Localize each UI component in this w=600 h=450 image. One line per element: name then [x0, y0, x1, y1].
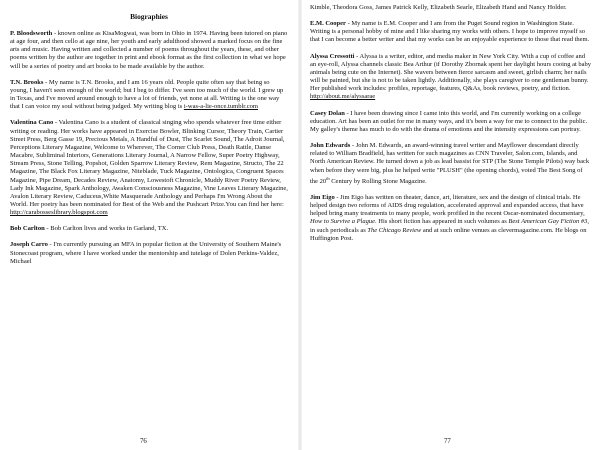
- anthology-title: Best American Gay Fiction #3: [508, 218, 588, 226]
- author-name: Jim Eigo: [310, 193, 335, 201]
- author-name: Joseph Carro: [10, 241, 48, 249]
- author-name: John Edwards: [310, 142, 351, 150]
- bio-entry-dolan: [310, 110, 592, 134]
- bio-text: Kimble, Theodora Goss, James Patrick Kelly, Elizabeth Searle, Elizabeth Hand and Nancy Holder.: [310, 4, 567, 11]
- blog-link[interactable]: http://carabosseslibrary.blogspot.com: [10, 209, 108, 217]
- bio-text: . His short fiction has appeared in such volumes as: [375, 218, 509, 226]
- bio-text: - My name is E.M. Cooper and I am from the Puget Sound region in Washington State. Writing is a personal hobby of mine and I like sharing my works with others. I hope to improve myself so that I can become a better writer and that my works can be an enjoyable experience to those that read them.: [310, 20, 590, 44]
- bio-text: - Jim Eigo has written on theater, dance, art, literature, sex and the design of clinical trials. He helped design two reforms of AIDS drug regulation, accelerated approval and expanded access, that have helped bring many treatments to many people, work profiled in the recent Oscar-nominated documentary,: [310, 193, 585, 218]
- bio-text: - I'm currently pursuing an MFA in popular fiction at the University of Southern Maine's Stonecoast program, where I have worked under the mentorship and tutelage of Dolen Perkins-Valdez, Michael: [10, 241, 282, 265]
- page-number: 77: [444, 438, 451, 445]
- bio-text: - Bob Carlton lives and works in Garland, TX.: [44, 225, 169, 233]
- bio-entry-carro-continued: [310, 4, 592, 12]
- bio-entry-bloodsworth: [10, 30, 288, 71]
- bio-entry-cano: [10, 119, 288, 217]
- page-number: 76: [140, 438, 147, 445]
- bio-entry-cressotti: [310, 53, 592, 102]
- right-page: [304, 0, 600, 450]
- author-name: P. Bloodsworth: [10, 30, 53, 37]
- author-name: Alyssa Cressotti: [310, 52, 355, 60]
- bio-text: - I have been drawing since I came into this world, and I'm currently working on a college education. Art has been an outlet for me in many ways, and it's been a way for me to connect to the public. My galley's theme has much to do with the drama of emotions and the intensity expressions can portray.: [310, 109, 588, 133]
- bio-text: - John M. Edwards, an award-winning travel writer and Mayflower descendant directly related to William Bradfield, has written for such magazines as CNN Traveler, Salon.com, Islands, and North American Review. He turned down a job as lead bassist for STP (The Stone Temple Pilots) way back when before they were big, plus he helped write "PLUSH" (the opening chords), voted The Best Song of the 20: [310, 142, 590, 185]
- author-name: Valentina Cano: [10, 119, 54, 127]
- bio-entry-eigo: [310, 194, 592, 243]
- bio-text: - known online as KisaMogwai, was born in Ohio in 1974. Having been tutored on piano at age four, and then cello at age nine, her youth and early adulthood showed a marked focus on the fine arts and music. Having written and collected a number of poems throughout the years, these, and other poems written by the author are together in print and ebook format as the first collection in what we hope will be a series of poetry and art books to be made available by the author.: [10, 30, 288, 70]
- periodical-title: The Chicago Review: [367, 226, 422, 234]
- bio-text: and at such online venues as clevermagazine.com. He blogs on Huffington Post.: [310, 226, 587, 242]
- ordinal-suffix: th: [326, 175, 330, 181]
- author-name: Casey Dolan: [310, 109, 345, 117]
- left-page: [0, 0, 296, 450]
- bio-entry-brooks: [10, 79, 288, 112]
- bio-text: - My name is T.N. Brooks, and I am 16 years old. People quite often say that being so young, I haven't seen enough of the world; but I beg to differ. I've seen: [10, 78, 270, 94]
- author-name: Bob Carlton: [10, 225, 45, 233]
- profile-link[interactable]: http://about.me/alyssarae: [310, 93, 376, 101]
- bio-text: - Alyssa is a writer, editor, and media maker in New York City. With a cup of coffee and an eye-roll, Alyssa channels classic Bea Arthur (if Dorothy Zbornak spent her daylight hours cooing at baby animals being cute on the Internet). She wavers between fierce sarcasm and sweet, girlish charm; her nails will be painted, but she is not to be taken lightly. Additionally, she plays caregiver to one gentleman bunny. Her published work includes: profiles, reportage, features, Q&As, book reviews, poetry, and fiction.: [310, 52, 592, 93]
- book-gutter: [298, 0, 302, 450]
- bio-emphasis: too: [196, 86, 206, 94]
- bio-entry-edwards: [310, 142, 592, 186]
- bio-entry-cooper: [310, 20, 592, 44]
- documentary-title: How to Survive a Plague: [310, 218, 375, 226]
- bio-text: much of the world. I grew up in Texas, and I've moved around enough to have a lot of friends, yet none at all. Writing is the one way that I can voice my soul without being judged. My writing blog is: [10, 86, 284, 111]
- author-name: E.M. Cooper: [310, 20, 346, 28]
- bio-text: , in such periodicals as: [310, 218, 589, 234]
- bio-entry-carlton: [10, 225, 288, 233]
- author-name: T.N. Brooks: [10, 78, 44, 86]
- bio-entry-carro: [10, 241, 288, 265]
- page-heading: Biographies: [130, 12, 168, 21]
- bio-text: - Valentina Cano is a student of classical singing who spends whatever free time either writing or reading. Her works have appeared in Exercise Bowler, Blinking Cursor, Theory Train, Cartier Street Press, Berg Gasse 19, Precious Metals, A Handful of Dust, The Scarlet Sound, The Adroit Journal, Perceptions Literary Magazine, Welcome to Wherever, The Corner Club Press, Death Rattle, Danse Macabre, Subliminal Interiors, Generations Literary Journal, A Narrow Fellow, Super Poetry Highway, Stream Press, Stone Telling, Popshot, Golden Sparrow Literary Review, Rem Magazine, Structo, The 22 Magazine, The Black Fox Literary Magazine, Niteblade, Tuck Magazine, Ontologica, Congruent Spaces Magazine, Pipe Dream, Decades Review, Anatomy, Lowestoft Chronicle, Muddy River Poetry Review, Lady Ink Magazine, Spark Anthology, Awaken Consciousness Magazine, Vine Leaves Literary Magazine, Avalon Literary Review, Caduceus,White Masquerade Anthology and Perhaps I'm Wrong About the World. Her poetry has been nominated for Best of the Web and the Pushcart Prize.You can find her here:: [10, 119, 288, 208]
- bio-text: Century by Rolling Stone Magazine.: [329, 177, 427, 185]
- blog-link[interactable]: i-was-a-lie-once.tumblr.com: [183, 103, 259, 111]
